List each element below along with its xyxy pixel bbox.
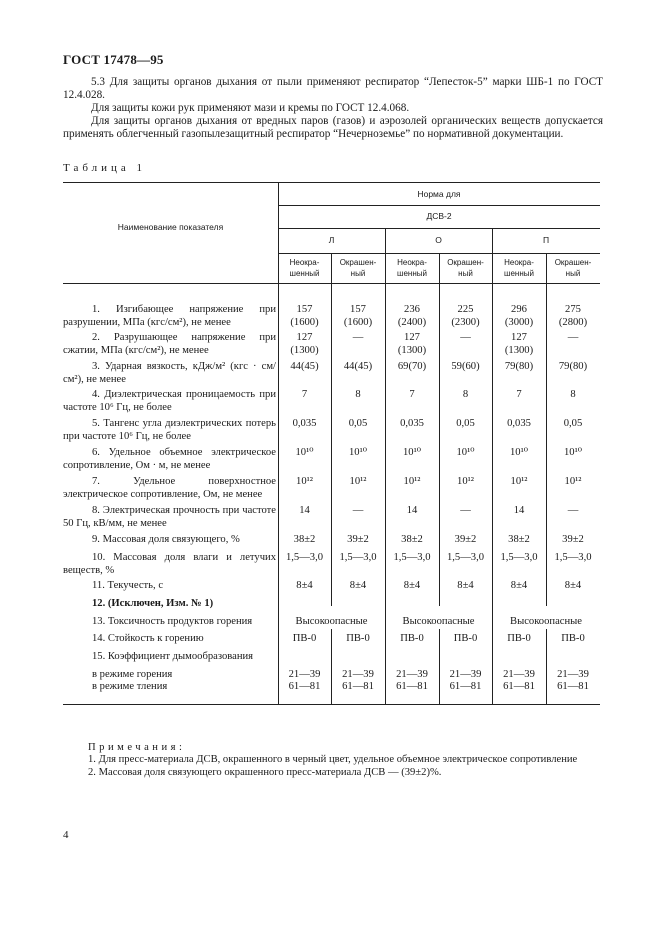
paragraph-gas (63, 115, 603, 141)
table-cell: — (352, 505, 364, 516)
table-cell: 61—81 (503, 681, 535, 692)
paragraph-text: 5.3 Для защиты органов дыхания от пыли применяют респиратор “Лепесток-5” марки ШБ-1 по ГОСТ 12.4.028. (63, 76, 603, 102)
table-cell: 8±4 (349, 580, 367, 591)
table-cell: 79(80) (558, 361, 588, 372)
table-cell: 1,5—3,0 (446, 552, 485, 563)
table-cell: 14 (513, 505, 525, 516)
note-item: 1. Для пресс-материала ДСВ, окрашенного в черный цвет, удельное объемное электрическое сопротивление (88, 754, 578, 766)
table-cell: 21—39 (288, 669, 321, 680)
table-cell: 39±2 (347, 534, 369, 545)
table-cell: 225 (2300) (451, 304, 480, 328)
table-cell: 275 (2800) (558, 304, 588, 328)
table-cell: 59(60) (451, 361, 480, 372)
row-name: 9. Массовая доля связующего, % (92, 534, 240, 545)
table-cell: 39±2 (454, 534, 477, 545)
table-title: Таблица 1 (63, 162, 147, 174)
subcol-line: ный (565, 268, 581, 278)
table-cell: 14 (299, 505, 310, 516)
table-cell: 21—39 (342, 669, 374, 680)
page-number: 4 (63, 829, 69, 841)
notes-title: Примечания: (88, 742, 186, 753)
table-cell: 0,035 (292, 418, 317, 429)
table-cell: 7 (409, 389, 415, 400)
table-cell: ПВ-0 (400, 633, 424, 644)
subcol-header (331, 258, 385, 279)
column-header-parameter: Наименование показателя (117, 222, 224, 232)
row-name: 4. Диэлектрическая проницаемость при частоте 10⁶ Гц, не более (63, 389, 276, 413)
subcol-header (546, 258, 600, 279)
table-cell: — (460, 332, 471, 343)
subcol-line: Окрашен- (339, 258, 377, 267)
table-cell: 0,035 (400, 418, 424, 429)
table-cell: 61—81 (288, 681, 321, 692)
subcol-line: ный (350, 268, 366, 278)
table-cell: 0,05 (456, 418, 475, 429)
table-cell: 10¹⁰ (456, 447, 475, 458)
notes (88, 742, 628, 779)
table-cell: 1,5—3,0 (285, 552, 324, 563)
table-cell: 8 (462, 389, 469, 400)
table-cell: 1,5—3,0 (500, 552, 538, 563)
table-cell: — (460, 505, 471, 516)
subcol-line: Неокра- (289, 258, 320, 267)
table-cell: 127 (1300) (397, 332, 427, 356)
table-cell: — (352, 332, 364, 343)
table-cell: 21—39 (449, 669, 482, 680)
group-header-o: О (435, 235, 442, 245)
group-header-p: П (542, 235, 550, 245)
table-cell: 38±2 (293, 534, 316, 545)
table-bottom-border (63, 704, 600, 705)
table-cell: 1,5—3,0 (393, 552, 431, 563)
table-cell-merged: Высокоопасные (402, 616, 475, 627)
table-cell: 236 (2400) (397, 304, 427, 328)
table-cell: 10¹² (457, 476, 474, 487)
subcol-line: Неокра- (397, 258, 427, 267)
table-cell: 69(70) (397, 361, 427, 372)
table-cell: 127 (1300) (290, 332, 319, 356)
subcol-header (278, 258, 331, 279)
subcol-line: ный (458, 268, 473, 278)
table-cell: 127 (1300) (504, 332, 534, 356)
table-cell: 7 (301, 389, 308, 400)
subcol-header (439, 258, 492, 279)
table-cell-merged: Высокоопасные (510, 616, 582, 627)
subcol-line: Неокра- (504, 258, 534, 267)
paragraph-respirator (63, 76, 603, 102)
note-item: 2. Массовая доля связующего окрашенного пресс-материала ДСВ — (39±2)%. (88, 766, 442, 778)
table-cell: 8±4 (403, 580, 421, 591)
table-cell: 21—39 (503, 669, 535, 680)
paragraph-text: Для защиты кожи рук применяют мази и кремы по ГОСТ 12.4.068. (91, 102, 410, 114)
table-cell: 296 (3000) (504, 304, 534, 328)
table-cell: 1,5—3,0 (339, 552, 377, 563)
table-cell: 0,035 (507, 418, 531, 429)
table-cell: 0,05 (563, 418, 583, 429)
subcol-line: Окрашен- (554, 258, 592, 267)
subcol-line: Окрашен- (447, 258, 484, 267)
subcol-header (385, 258, 439, 279)
row-name: 11. Текучесть, с (92, 580, 164, 591)
row-name: 6. Удельное объемное электрическое сопротивление, Ом · м, не менее (63, 447, 276, 471)
table-cell: 1,5—3,0 (554, 552, 592, 563)
column-header-material: ДСВ-2 (426, 211, 452, 221)
subcol-line: шенный (397, 268, 427, 278)
table-cell: 8±4 (564, 580, 582, 591)
table-cell: — (567, 332, 579, 343)
row-name: 2. Разрушающее напряжение при сжатии, МПа (кгс/см²), не менее (63, 332, 276, 356)
table-cell: 44(45) (290, 361, 319, 372)
table-cell: 7 (516, 389, 522, 400)
table-cell: 10¹⁰ (295, 447, 314, 458)
table-cell: 10¹² (349, 476, 367, 487)
table-cell: 79(80) (504, 361, 534, 372)
row-name: 8. Электрическая прочность при частоте 50 Гц, кВ/мм, не менее (63, 505, 276, 529)
table-cell: 10¹⁰ (563, 447, 583, 458)
table-cell: ПВ-0 (507, 633, 531, 644)
table-cell: 10¹² (403, 476, 421, 487)
document-header: ГОСТ 17478—95 (63, 52, 164, 67)
table-cell: 10¹² (564, 476, 582, 487)
row-name: 12. (Исключен, Изм. № 1) (92, 598, 214, 609)
row-name: 15. Коэффициент дымообразования (92, 651, 254, 662)
table-cell: 0,05 (348, 418, 368, 429)
subcol-header (492, 258, 546, 279)
row-name: 13. Токсичность продуктов горения (92, 616, 253, 627)
table-cell: ПВ-0 (453, 633, 478, 644)
table-cell: 8±4 (296, 580, 313, 591)
subcol-line: шенный (289, 268, 320, 278)
table-cell: 8±4 (457, 580, 474, 591)
row-name: 10. Массовая доля влаги и летучих веществ, % (63, 552, 276, 576)
table-rule (278, 228, 600, 229)
table-cell: 10¹⁰ (402, 447, 422, 458)
table-top-border (63, 182, 600, 183)
table-cell: 10¹⁰ (348, 447, 368, 458)
table-cell: — (567, 505, 579, 516)
table-cell: ПВ-0 (292, 633, 317, 644)
column-header-norm: Норма для (417, 189, 461, 199)
table-cell: 61—81 (449, 681, 482, 692)
table-cell: 61—81 (342, 681, 374, 692)
paragraph-skin (63, 102, 603, 115)
table-cell: 44(45) (343, 361, 373, 372)
group-header-l: Л (328, 235, 335, 245)
row-name: в режиме тления (92, 681, 168, 692)
table-rule (278, 205, 600, 206)
table-cell: 8±4 (510, 580, 528, 591)
table-cell: 38±2 (401, 534, 423, 545)
table-cell: 61—81 (557, 681, 589, 692)
table-cell: 14 (406, 505, 418, 516)
row-name: 7. Удельное поверхностное электрическое сопротивление, Ом, не менее (63, 476, 276, 500)
row-name: 5. Тангенс угла диэлектрических потерь при частоте 10⁶ Гц, не более (63, 418, 276, 442)
table-cell: 39±2 (562, 534, 584, 545)
table-cell: 10¹² (296, 476, 313, 487)
table-cell-merged: Высокоопасные (295, 616, 368, 627)
row-name: 3. Ударная вязкость, кДж/м² (кгс · см/см²), не менее (63, 361, 276, 385)
row-name: 14. Стойкость к горению (92, 633, 204, 644)
table-cell: 10¹² (510, 476, 528, 487)
table-cell: 8 (570, 389, 576, 400)
table-cell: 61—81 (396, 681, 428, 692)
row-name: в режиме горения (92, 669, 173, 680)
table-cell: 21—39 (557, 669, 589, 680)
row-name: 1. Изгибающее напряжение при разрушении, МПа (кгс/см²), не менее (63, 304, 276, 328)
table-cell: ПВ-0 (346, 633, 370, 644)
table-cell: 157 (1600) (343, 304, 373, 328)
table-cell: 21—39 (396, 669, 428, 680)
table-cell: 8 (355, 389, 361, 400)
table-cell: 157 (1600) (290, 304, 319, 328)
table-cell: 10¹⁰ (509, 447, 529, 458)
table-cell: 38±2 (508, 534, 530, 545)
subcol-line: шенный (504, 268, 534, 278)
paragraph-text: Для защиты органов дыхания от вредных паров (газов) и аэрозолей органических веществ допускается применять облегченный газопылезащитный респиратор “Нечерноземье” по нормативной документации. (63, 115, 603, 141)
table-cell: ПВ-0 (561, 633, 585, 644)
